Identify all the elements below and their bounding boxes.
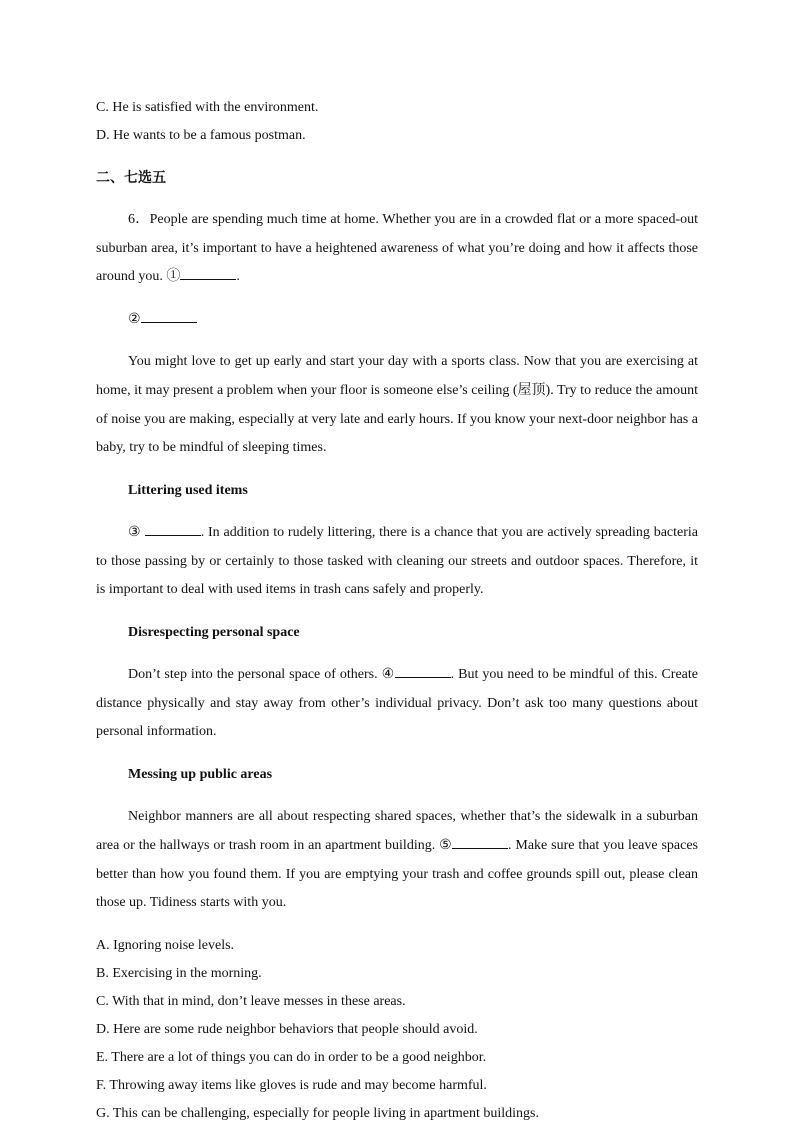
intro-end: . xyxy=(236,269,240,285)
blank-3[interactable] xyxy=(145,521,201,536)
option-d: D. Here are some rude neighbor behaviors that people should avoid. xyxy=(96,1021,478,1037)
heading-public-areas: Messing up public areas xyxy=(128,767,273,783)
blank-3-marker: ③ xyxy=(128,524,141,540)
paragraph-public-areas-start: Neighbor manners are all about respecting shared spaces, whether that’s the sidewalk in a suburban area or the hallways or trash room in an apartment building. ⑤ xyxy=(96,809,698,853)
blank-5[interactable] xyxy=(452,834,508,849)
paragraph-public-areas xyxy=(96,803,698,918)
paragraph-littering-text: . In addition to rudely littering, there is a chance that you are actively spreading bacteria to those passing by or certainly to those tasked with cleaning our streets and outdoor spaces. Therefore, it is important to deal with used items in trash cans safely and properly. xyxy=(96,524,699,598)
paragraph-noise: You might love to get up early and start your day with a sports class. Now that you are exercising at home, it may present a problem when your floor is someone else’s ceiling (屋顶). Try to reduce the amount of noise you are making, especially at very late and early hours. If you know your next-door neighbor has a baby, try to be mindful of sleeping times. xyxy=(96,354,698,456)
blank-4[interactable] xyxy=(395,663,451,678)
option-f: F. Throwing away items like gloves is rude and may become harmful. xyxy=(96,1077,487,1093)
paragraph-personal-space-start: Don’t step into the personal space of others. ④ xyxy=(128,667,395,683)
paragraph-personal-space-end: . But you need to be mindful of this. Create distance physically and stay away from other’s individual privacy. Don’t ask too many questions about personal information. xyxy=(96,667,698,740)
paragraph-public-areas-end: . Make sure that you leave spaces better than how you found them. If you are emptying your trash and coffee grounds spill out, please clean those up. Tidiness starts with you. xyxy=(96,837,699,911)
blank-1[interactable] xyxy=(180,265,236,280)
paragraph-littering xyxy=(96,519,698,605)
question-intro xyxy=(96,206,698,292)
blank-2-marker: ② xyxy=(128,312,141,328)
section-title: 二、七选五 xyxy=(96,170,166,186)
option-c: C. With that in mind, don’t leave messes in these areas. xyxy=(96,993,406,1009)
heading-littering: Littering used items xyxy=(128,482,248,498)
blank-2-line xyxy=(96,306,698,334)
prev-option-d: D. He wants to be a famous postman. xyxy=(96,128,306,143)
heading-personal-space: Disrespecting personal space xyxy=(128,625,300,641)
option-b: B. Exercising in the morning. xyxy=(96,965,262,981)
option-g: G. This can be challenging, especially for people living in apartment buildings. xyxy=(96,1105,539,1121)
paragraph-personal-space xyxy=(96,661,698,747)
option-e: E. There are a lot of things you can do in order to be a good neighbor. xyxy=(96,1049,487,1065)
option-a: A. Ignoring noise levels. xyxy=(96,937,235,953)
document-page xyxy=(96,94,698,1128)
prev-option-c: C. He is satisfied with the environment. xyxy=(96,100,319,115)
blank-2[interactable] xyxy=(141,308,197,323)
intro-text: 6．People are spending much time at home. Whether you are in a crowded flat or a more spaced-out suburban area, it’s important to have a heightened awareness of what you’re doing and how it affects those around you. ① xyxy=(96,212,698,285)
